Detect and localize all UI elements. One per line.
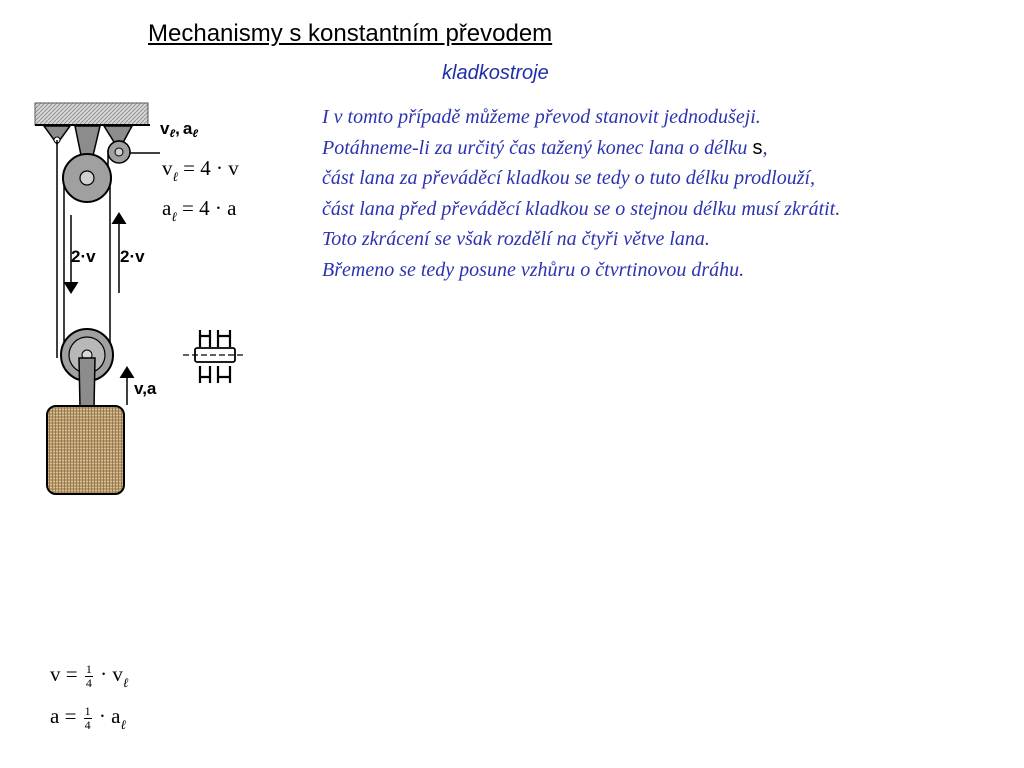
guide-pulley-hub [115,148,123,156]
label-load-velocity: v,a [134,379,157,398]
eqb-a-fraction [84,705,92,732]
label-pulled-velocity: vℓ, aℓ [160,119,199,140]
paragraph-line-5: Toto zkrácení se však rozdělí na čtyři větve lana. [322,228,710,250]
paragraph-line-4: část lana před převáděcí kladkou se o stejnou délku musí zkrátit. [322,197,841,220]
label-left-rope-velocity: 2·v [71,247,96,266]
eqb-v-fraction [85,663,93,690]
paragraph-line-2-text: Potáhneme-li za určitý čas tažený konec lana o délku [322,136,748,159]
top-pulley-hub [80,171,94,185]
eq-v-rhs: = 4 · v [183,156,239,180]
eq-a-sub: ℓ [171,209,177,224]
eq-a-lhs: a [162,196,172,220]
eqb-v-sub: ℓ [122,675,129,690]
eqb-a-num: 1 [84,703,91,718]
eqb-v-num: 1 [85,661,92,676]
paragraph-line-1: I v tomto případě můžeme převod stanovit jednodušeji. [322,106,761,128]
length-symbol: s [752,136,763,159]
paragraph-line-6: Břemeno se tedy posune vzhůru o čtvrtinovou dráhu. [322,258,745,281]
equation-rope-acceleration [162,196,237,224]
pulley-schematic-symbol [183,330,245,383]
equation-load-acceleration [50,704,126,732]
equation-load-velocity [50,662,128,690]
eq-v-sub: ℓ [172,169,178,184]
eqb-v-den: 4 [85,675,92,690]
eq-v-lhs: v [162,156,173,180]
eqb-v-rhs: · v [100,662,123,686]
label-right-rope-velocity: 2·v [120,247,145,266]
eqb-a-sub: ℓ [120,717,126,732]
page-title: Mechanismy s konstantním převodem [148,20,553,47]
paragraph-comma: , [762,136,768,159]
eqb-a-den: 4 [84,717,91,732]
eq-a-rhs: = 4 · a [182,196,237,220]
load-weight [47,406,124,494]
eqb-a-lhs: a = [50,704,77,728]
paragraph-line-3: část lana za převáděcí kladkou se tedy o tuto délku prodlouží, [322,167,816,189]
equation-rope-velocity [162,156,239,184]
pulley-hanger [79,358,95,408]
ceiling [35,103,148,125]
eqb-v-lhs: v = [50,662,78,686]
eqb-a-rhs: · a [98,704,121,728]
page-subtitle: kladkostroje [442,62,549,84]
